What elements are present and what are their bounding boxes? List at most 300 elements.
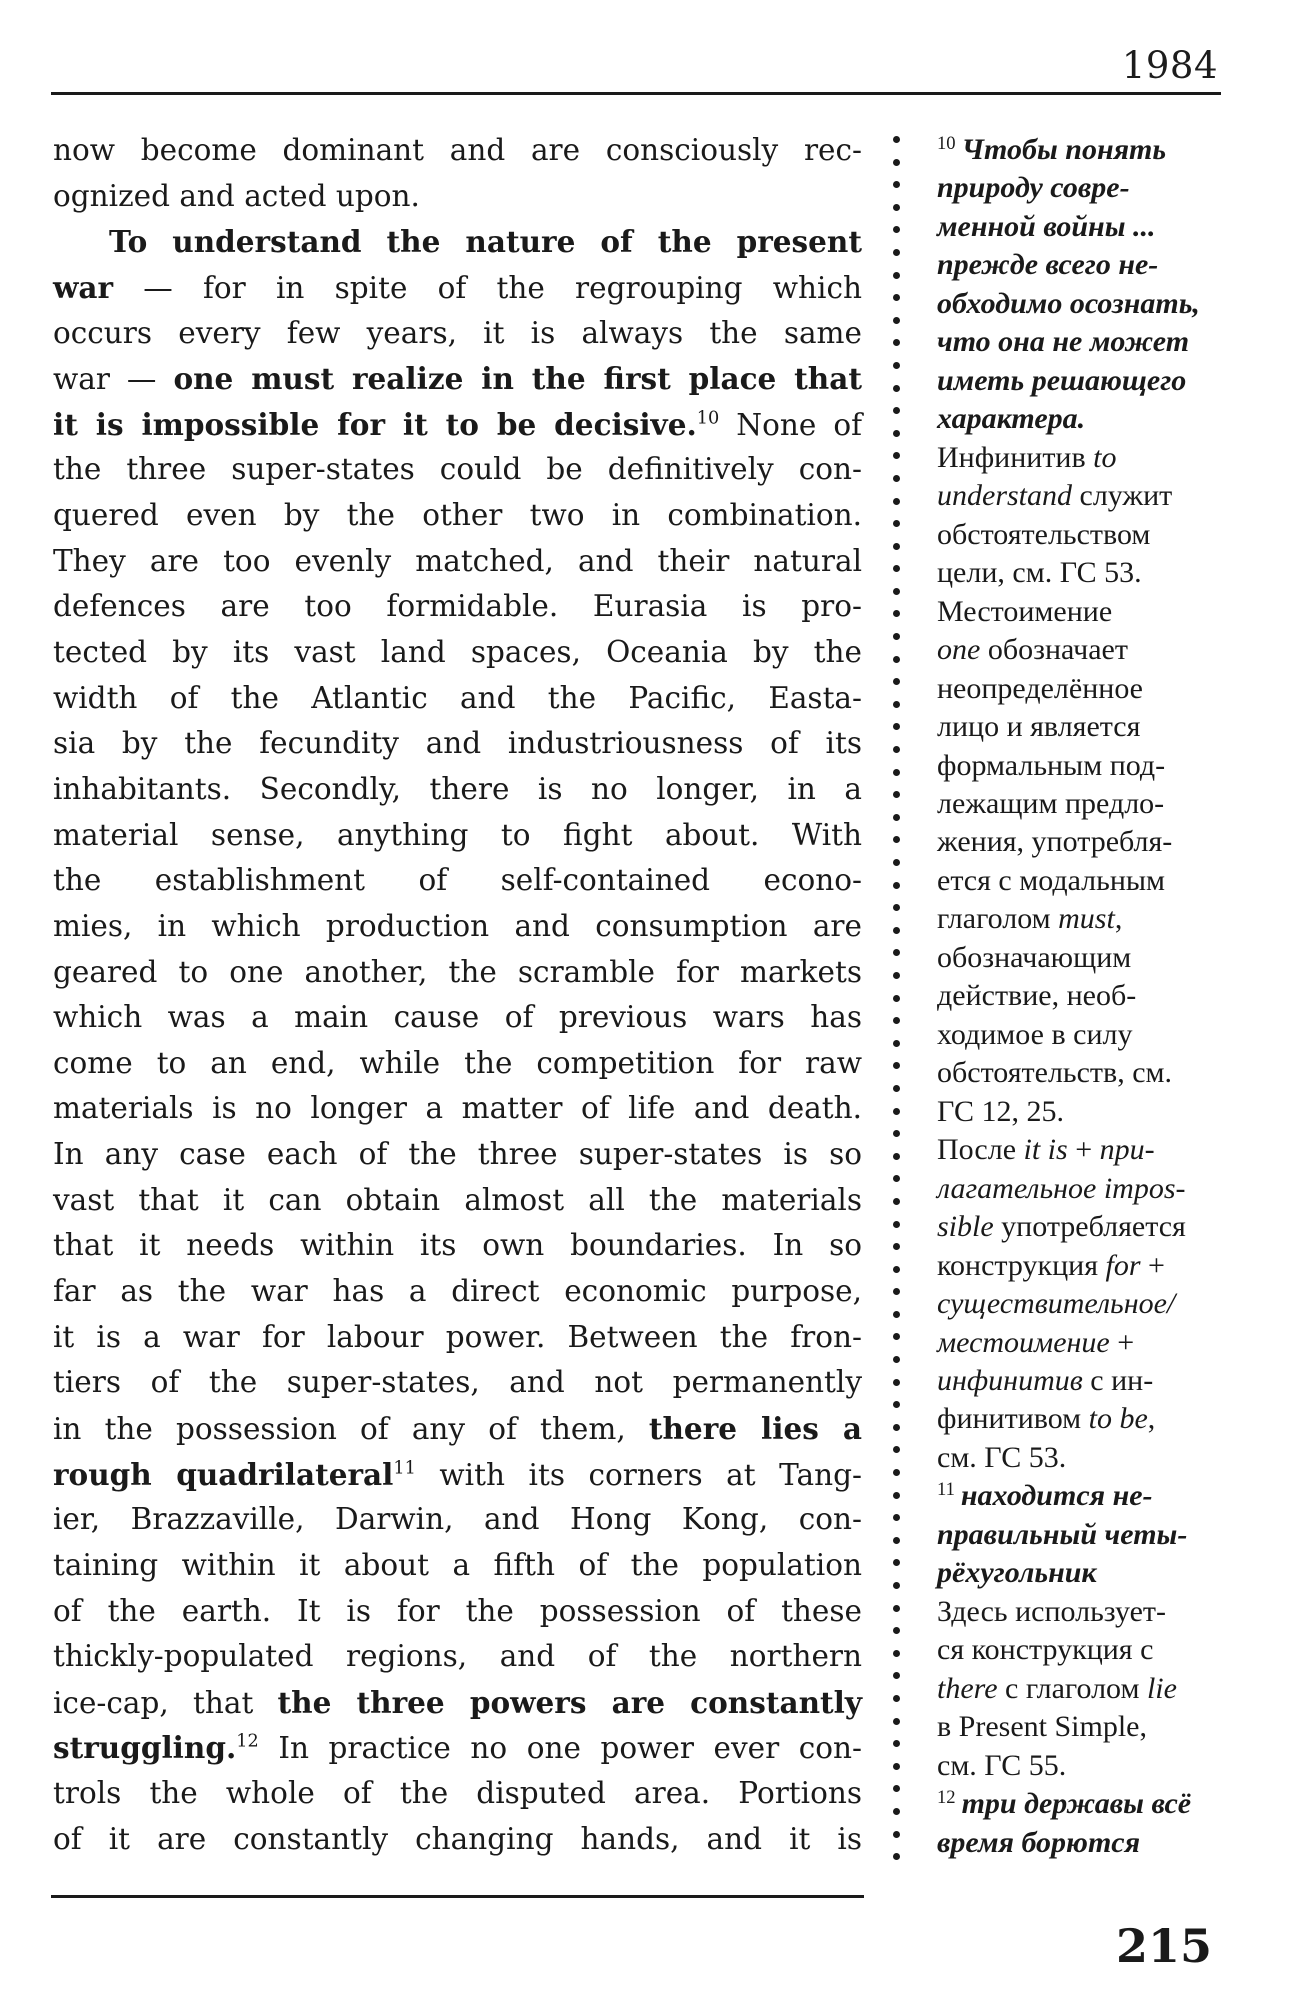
text-run: the establishment of self-contained econo- xyxy=(53,863,862,898)
divider-dot xyxy=(893,204,900,211)
line-content xyxy=(937,516,1150,554)
text-run: с глаголом xyxy=(997,1671,1147,1705)
gloss-headword: время борются xyxy=(937,1825,1141,1859)
gloss-line xyxy=(937,900,1237,938)
gloss-line xyxy=(937,939,1237,977)
line-content xyxy=(937,323,1189,361)
text-run: the three super-states could be definitively con- xyxy=(53,452,862,487)
line-content xyxy=(937,554,1142,592)
footer-rule xyxy=(51,1895,864,1898)
line-content xyxy=(937,1708,1147,1746)
gloss-line xyxy=(937,862,1237,900)
text-run: обстоятельством xyxy=(937,517,1151,551)
divider-dot xyxy=(893,272,900,279)
italic-term: лагательное impos- xyxy=(937,1171,1186,1205)
text-line xyxy=(53,1817,862,1863)
line-content xyxy=(937,1131,1155,1169)
line-content xyxy=(53,1725,862,1772)
divider-dot xyxy=(893,1446,900,1453)
divider-dot xyxy=(893,1288,900,1295)
divider-dot xyxy=(893,701,900,708)
line-content xyxy=(937,708,1140,746)
divider-dot xyxy=(893,1379,900,1386)
divider-dot xyxy=(893,1605,900,1612)
divider-dot xyxy=(893,949,900,956)
text-line xyxy=(53,858,862,904)
line-content xyxy=(937,1554,1097,1592)
footnote-marker: 12 xyxy=(937,1786,956,1808)
text-line xyxy=(53,1634,862,1680)
line-content xyxy=(53,1771,862,1817)
line-content xyxy=(937,1631,1153,1669)
text-run: of it are constantly changing hands, and it is xyxy=(53,1821,862,1856)
divider-dot xyxy=(893,836,900,843)
divider-dot xyxy=(893,1740,900,1747)
gloss-headword: менной войны ... xyxy=(937,209,1156,243)
line-content xyxy=(937,1477,1153,1515)
gloss-line xyxy=(937,1824,1237,1862)
divider-dot xyxy=(893,1085,900,1092)
text-run: — for in spite of the regrouping which xyxy=(113,270,862,305)
line-content xyxy=(937,1516,1187,1554)
divider-dot xyxy=(893,1582,900,1589)
gloss-line xyxy=(937,593,1237,631)
text-run: употребляется xyxy=(993,1210,1186,1244)
italic-term: understand xyxy=(937,479,1072,513)
text-run: финитивом xyxy=(937,1402,1089,1436)
gloss-line xyxy=(937,747,1237,785)
text-run: in the possession of any of them, xyxy=(53,1411,649,1446)
text-line xyxy=(53,402,862,448)
text-run: taining within it about a fifth of the population xyxy=(53,1547,862,1582)
divider-dot xyxy=(893,226,900,233)
divider-dot xyxy=(893,1559,900,1566)
divider-dot xyxy=(893,723,900,730)
divider-dot xyxy=(893,498,900,505)
text-run: ется с модальным xyxy=(937,863,1166,897)
text-run: inhabitants. Secondly, there is no longer, in a xyxy=(53,771,862,806)
text-run: trols the whole of the disputed area. Portions xyxy=(53,1776,862,1811)
line-content xyxy=(53,904,862,950)
text-run: лежащим предло- xyxy=(937,786,1165,820)
text-line xyxy=(53,1178,862,1224)
divider-dot xyxy=(893,385,900,392)
text-run: обстоятельств, см. xyxy=(937,1056,1172,1090)
divider-dot xyxy=(893,181,900,188)
gloss-headword: Чтобы понять xyxy=(961,133,1167,166)
text-line xyxy=(53,950,862,996)
gloss-line xyxy=(937,285,1237,323)
divider-dot xyxy=(893,678,900,685)
gloss-headword: характера. xyxy=(937,402,1086,436)
line-content xyxy=(53,265,862,312)
line-content xyxy=(53,1269,862,1315)
text-run: tiers of the super-states, and not permanently xyxy=(53,1365,862,1400)
text-run: ходимое в силу xyxy=(937,1017,1133,1051)
text-run: После xyxy=(937,1133,1024,1167)
text-run: Инфинитив xyxy=(937,440,1094,474)
line-content xyxy=(937,1170,1185,1208)
line-content xyxy=(53,1497,862,1543)
text-line xyxy=(53,1725,862,1771)
gloss-line xyxy=(937,169,1237,207)
line-content xyxy=(937,1785,1191,1823)
bold-phrase: the three powers are constantly xyxy=(277,1684,862,1720)
text-line xyxy=(53,356,862,402)
text-run: that it needs within its own boundaries. In so xyxy=(53,1228,862,1263)
gloss-line xyxy=(937,400,1237,438)
gloss-line xyxy=(937,246,1237,284)
text-run: конструкция xyxy=(937,1248,1106,1282)
text-run: with its corners at Tang- xyxy=(415,1457,862,1492)
divider-dot xyxy=(893,1469,900,1476)
gloss-line xyxy=(937,1400,1237,1438)
header-rule xyxy=(51,92,1221,95)
gloss-line xyxy=(937,1747,1237,1785)
divider-dot xyxy=(893,814,900,821)
gloss-headword: рёхугольник xyxy=(937,1556,1097,1590)
gloss-line xyxy=(937,1708,1237,1746)
divider-dot xyxy=(893,1311,900,1318)
line-content xyxy=(53,767,862,813)
text-run: лицо и является xyxy=(937,710,1141,744)
line-content xyxy=(937,747,1165,785)
text-line xyxy=(53,539,862,585)
line-content xyxy=(53,1223,862,1269)
text-run: come to an end, while the competition for raw xyxy=(53,1045,862,1080)
gloss-line xyxy=(937,1324,1237,1362)
text-line xyxy=(53,1771,862,1817)
divider-dot xyxy=(893,859,900,866)
gloss-line xyxy=(937,1477,1237,1515)
line-content xyxy=(53,1680,862,1727)
text-run: In any case each of the three super-states is so xyxy=(53,1137,862,1172)
text-run: vast that it can obtain almost all the materials xyxy=(53,1182,862,1217)
footnote-marker: 11 xyxy=(393,1458,416,1479)
divider-dot xyxy=(893,1333,900,1340)
divider-dot xyxy=(893,1627,900,1634)
line-content xyxy=(53,1817,862,1863)
line-content xyxy=(53,539,862,585)
text-line xyxy=(53,721,862,767)
divider-dot xyxy=(893,1695,900,1702)
footnote-marker: 11 xyxy=(937,1479,955,1501)
text-run: см. ГС 53. xyxy=(937,1440,1067,1474)
line-content xyxy=(53,493,862,539)
text-line xyxy=(53,584,862,630)
gloss-line xyxy=(937,1785,1237,1823)
line-content xyxy=(937,1439,1066,1477)
text-line xyxy=(53,265,862,311)
line-content xyxy=(53,1086,862,1132)
line-content xyxy=(53,128,862,174)
divider-dot xyxy=(893,1808,900,1815)
running-head-title: 1984 xyxy=(1121,44,1218,87)
gloss-line xyxy=(937,1516,1237,1554)
divider-dot xyxy=(893,904,900,911)
divider-dot xyxy=(893,1672,900,1679)
divider-dot xyxy=(893,769,900,776)
text-run: , xyxy=(1114,902,1123,936)
gloss-headword: иметь решающего xyxy=(937,363,1187,397)
divider-dot xyxy=(893,520,900,527)
text-run: occurs every few years, it is always the same xyxy=(53,315,862,350)
text-run: см. ГС 55. xyxy=(937,1748,1067,1782)
text-run: ГС 12, 25. xyxy=(937,1094,1064,1128)
line-content xyxy=(937,1670,1177,1708)
line-content xyxy=(53,676,862,722)
divider-dot xyxy=(893,430,900,437)
text-run: width of the Atlantic and the Pacific, Easta- xyxy=(53,680,862,715)
divider-dot xyxy=(893,610,900,617)
line-content xyxy=(53,950,862,996)
footnote-marker: 10 xyxy=(696,408,720,429)
divider-dot xyxy=(893,1198,900,1205)
text-line xyxy=(53,767,862,813)
divider-dot xyxy=(893,1221,900,1228)
divider-dot xyxy=(893,475,900,482)
divider-dot xyxy=(893,407,900,414)
gloss-line xyxy=(937,977,1237,1015)
gloss-line xyxy=(937,1131,1237,1169)
line-content xyxy=(53,721,862,767)
gloss-line xyxy=(937,554,1237,592)
line-content xyxy=(937,1247,1165,1285)
italic-term: lie xyxy=(1146,1671,1177,1705)
divider-dot xyxy=(893,1401,900,1408)
gloss-headword: прежде всего не- xyxy=(937,248,1159,282)
line-content xyxy=(109,219,862,266)
divider-dot xyxy=(893,249,900,256)
text-run: far as the war has a direct economic purpose, xyxy=(53,1274,862,1309)
text-run: which was a main cause of previous wars has xyxy=(53,1000,862,1035)
gloss-line xyxy=(937,439,1237,477)
text-run: thickly-populated regions, and of the northern xyxy=(53,1639,862,1674)
text-line xyxy=(53,1406,862,1452)
divider-dot xyxy=(893,1650,900,1657)
line-content xyxy=(937,823,1172,861)
gloss-line xyxy=(937,1593,1237,1631)
text-run: ier, Brazzaville, Darwin, and Hong Kong, con- xyxy=(53,1502,862,1537)
gloss-column xyxy=(937,131,1237,1862)
line-content xyxy=(937,1208,1186,1246)
gloss-line xyxy=(937,823,1237,861)
text-line xyxy=(53,1132,862,1178)
bold-phrase: one must realize in the first place that xyxy=(173,361,862,397)
text-run: + xyxy=(1067,1133,1100,1167)
gloss-line xyxy=(937,1439,1237,1477)
text-run: ognized and acted upon. xyxy=(53,178,420,213)
text-run: mies, in which production and consumption are xyxy=(53,908,862,943)
text-line xyxy=(53,1360,862,1406)
italic-term: инфинитив xyxy=(937,1364,1083,1397)
line-content xyxy=(53,402,862,449)
italic-term: to be xyxy=(1088,1402,1148,1436)
divider-dot xyxy=(893,1062,900,1069)
line-content xyxy=(937,670,1143,708)
italic-term: местоимение xyxy=(937,1325,1110,1359)
divider-dot xyxy=(893,1243,900,1250)
footnote-marker: 12 xyxy=(236,1731,259,1752)
bold-phrase: To understand the nature of the present xyxy=(109,224,862,260)
line-content xyxy=(937,785,1164,823)
line-content xyxy=(937,631,1128,669)
line-content xyxy=(937,1747,1066,1785)
line-content xyxy=(937,477,1172,515)
line-content xyxy=(937,939,1131,977)
divider-dot xyxy=(893,1108,900,1115)
bold-phrase: struggling. xyxy=(53,1730,237,1766)
divider-dot xyxy=(893,633,900,640)
italic-term: there xyxy=(937,1671,998,1705)
divider-dot xyxy=(893,317,900,324)
text-line xyxy=(53,493,862,539)
text-line xyxy=(53,1589,862,1635)
text-run: materials is no longer a matter of life and death. xyxy=(53,1091,862,1126)
bold-phrase: rough quadrilateral xyxy=(53,1456,394,1492)
divider-dot xyxy=(893,1153,900,1160)
line-content xyxy=(53,1315,862,1361)
divider-dot xyxy=(893,1718,900,1725)
text-run: обозначающим xyxy=(937,940,1132,974)
line-content xyxy=(937,900,1122,938)
text-line xyxy=(53,1086,862,1132)
divider-dot xyxy=(893,565,900,572)
text-run: + xyxy=(1109,1325,1135,1359)
divider-dot xyxy=(893,1853,900,1860)
line-content xyxy=(53,356,862,403)
text-run: Местоимение xyxy=(937,594,1113,628)
text-line xyxy=(53,447,862,493)
italic-term: существительное/ xyxy=(937,1287,1176,1321)
italic-term: one xyxy=(937,633,981,667)
text-run: geared to one another, the scramble for markets xyxy=(53,954,862,989)
text-line xyxy=(53,995,862,1041)
text-run: In practice no one power ever con- xyxy=(258,1731,862,1766)
gloss-line xyxy=(937,785,1237,823)
divider-dot xyxy=(893,1017,900,1024)
italic-term: for xyxy=(1105,1248,1141,1282)
text-line xyxy=(53,128,862,174)
divider-dot xyxy=(893,452,900,459)
line-content xyxy=(937,362,1186,400)
text-run: defences are too formidable. Eurasia is pro- xyxy=(53,589,862,624)
gloss-line xyxy=(937,1054,1237,1092)
text-run: it is a war for labour power. Between the fron- xyxy=(53,1319,862,1354)
text-line xyxy=(53,630,862,676)
text-run: в Present Simple, xyxy=(937,1710,1147,1744)
text-run: They are too evenly matched, and their natural xyxy=(53,543,862,578)
gloss-line xyxy=(937,323,1237,361)
gloss-headword: природу совре- xyxy=(937,171,1130,205)
line-content xyxy=(53,1132,862,1178)
text-line xyxy=(53,1452,862,1498)
line-content xyxy=(937,208,1156,246)
divider-dot xyxy=(893,1175,900,1182)
text-run: обозначает xyxy=(980,633,1128,667)
italic-term: it is xyxy=(1023,1133,1068,1167)
gloss-line xyxy=(937,1016,1237,1054)
divider-dot xyxy=(893,159,900,166)
text-line xyxy=(53,174,862,220)
line-content xyxy=(937,1324,1134,1362)
gloss-headword: три державы всё xyxy=(961,1787,1192,1821)
divider-dot xyxy=(893,339,900,346)
gloss-line xyxy=(937,670,1237,708)
line-content xyxy=(53,447,862,493)
line-content xyxy=(937,1400,1155,1438)
line-content xyxy=(53,311,862,357)
divider-dot xyxy=(893,1492,900,1499)
line-content xyxy=(937,1593,1166,1631)
text-line xyxy=(53,1315,862,1361)
text-run: действие, необ- xyxy=(937,979,1137,1013)
line-content xyxy=(53,584,862,630)
divider-dot xyxy=(893,791,900,798)
text-line xyxy=(53,1543,862,1589)
gloss-line xyxy=(937,1670,1237,1708)
line-content xyxy=(937,131,1166,169)
italic-term: при- xyxy=(1099,1133,1155,1167)
divider-dot xyxy=(893,1266,900,1273)
text-run: quered even by the other two in combination. xyxy=(53,498,862,533)
text-line xyxy=(53,1680,862,1726)
text-line xyxy=(53,1269,862,1315)
text-run: tected by its vast land spaces, Oceania by the xyxy=(53,635,862,670)
line-content xyxy=(937,285,1200,323)
line-content xyxy=(937,169,1130,207)
gloss-headword: что она не может xyxy=(937,325,1190,359)
gloss-line xyxy=(937,1554,1237,1592)
text-run: sia by the fecundity and industriousness of its xyxy=(53,726,862,761)
gloss-line xyxy=(937,1631,1237,1669)
main-text-column xyxy=(53,128,862,1862)
line-content xyxy=(53,1452,862,1499)
divider-dot xyxy=(893,1424,900,1431)
line-content xyxy=(937,246,1158,284)
line-content xyxy=(937,400,1085,438)
divider-dot xyxy=(893,746,900,753)
text-run: ice-cap, that xyxy=(53,1685,278,1720)
text-run: с ин- xyxy=(1082,1364,1154,1397)
text-run: Здесь использует- xyxy=(937,1594,1167,1628)
gloss-line xyxy=(937,1208,1237,1246)
divider-dot xyxy=(893,882,900,889)
text-line xyxy=(53,1041,862,1087)
text-run: глаголом xyxy=(937,902,1059,936)
divider-dot xyxy=(893,543,900,550)
gloss-line xyxy=(937,477,1237,515)
text-line xyxy=(53,676,862,722)
gloss-line xyxy=(937,1093,1237,1131)
divider-dot xyxy=(893,1356,900,1363)
line-content xyxy=(53,174,420,220)
text-run: material sense, anything to fight about. With xyxy=(53,817,862,852)
text-line xyxy=(53,1497,862,1543)
divider-dot xyxy=(893,136,900,143)
dotted-column-divider xyxy=(893,136,901,1876)
divider-dot xyxy=(893,1831,900,1838)
line-content xyxy=(53,1543,862,1589)
text-line xyxy=(53,904,862,950)
text-run: неопределённое xyxy=(937,671,1144,705)
line-content xyxy=(937,1093,1064,1131)
line-content xyxy=(53,630,862,676)
line-content xyxy=(53,1360,862,1406)
bold-phrase: war xyxy=(53,269,114,305)
gloss-line xyxy=(937,631,1237,669)
text-line xyxy=(53,311,862,357)
